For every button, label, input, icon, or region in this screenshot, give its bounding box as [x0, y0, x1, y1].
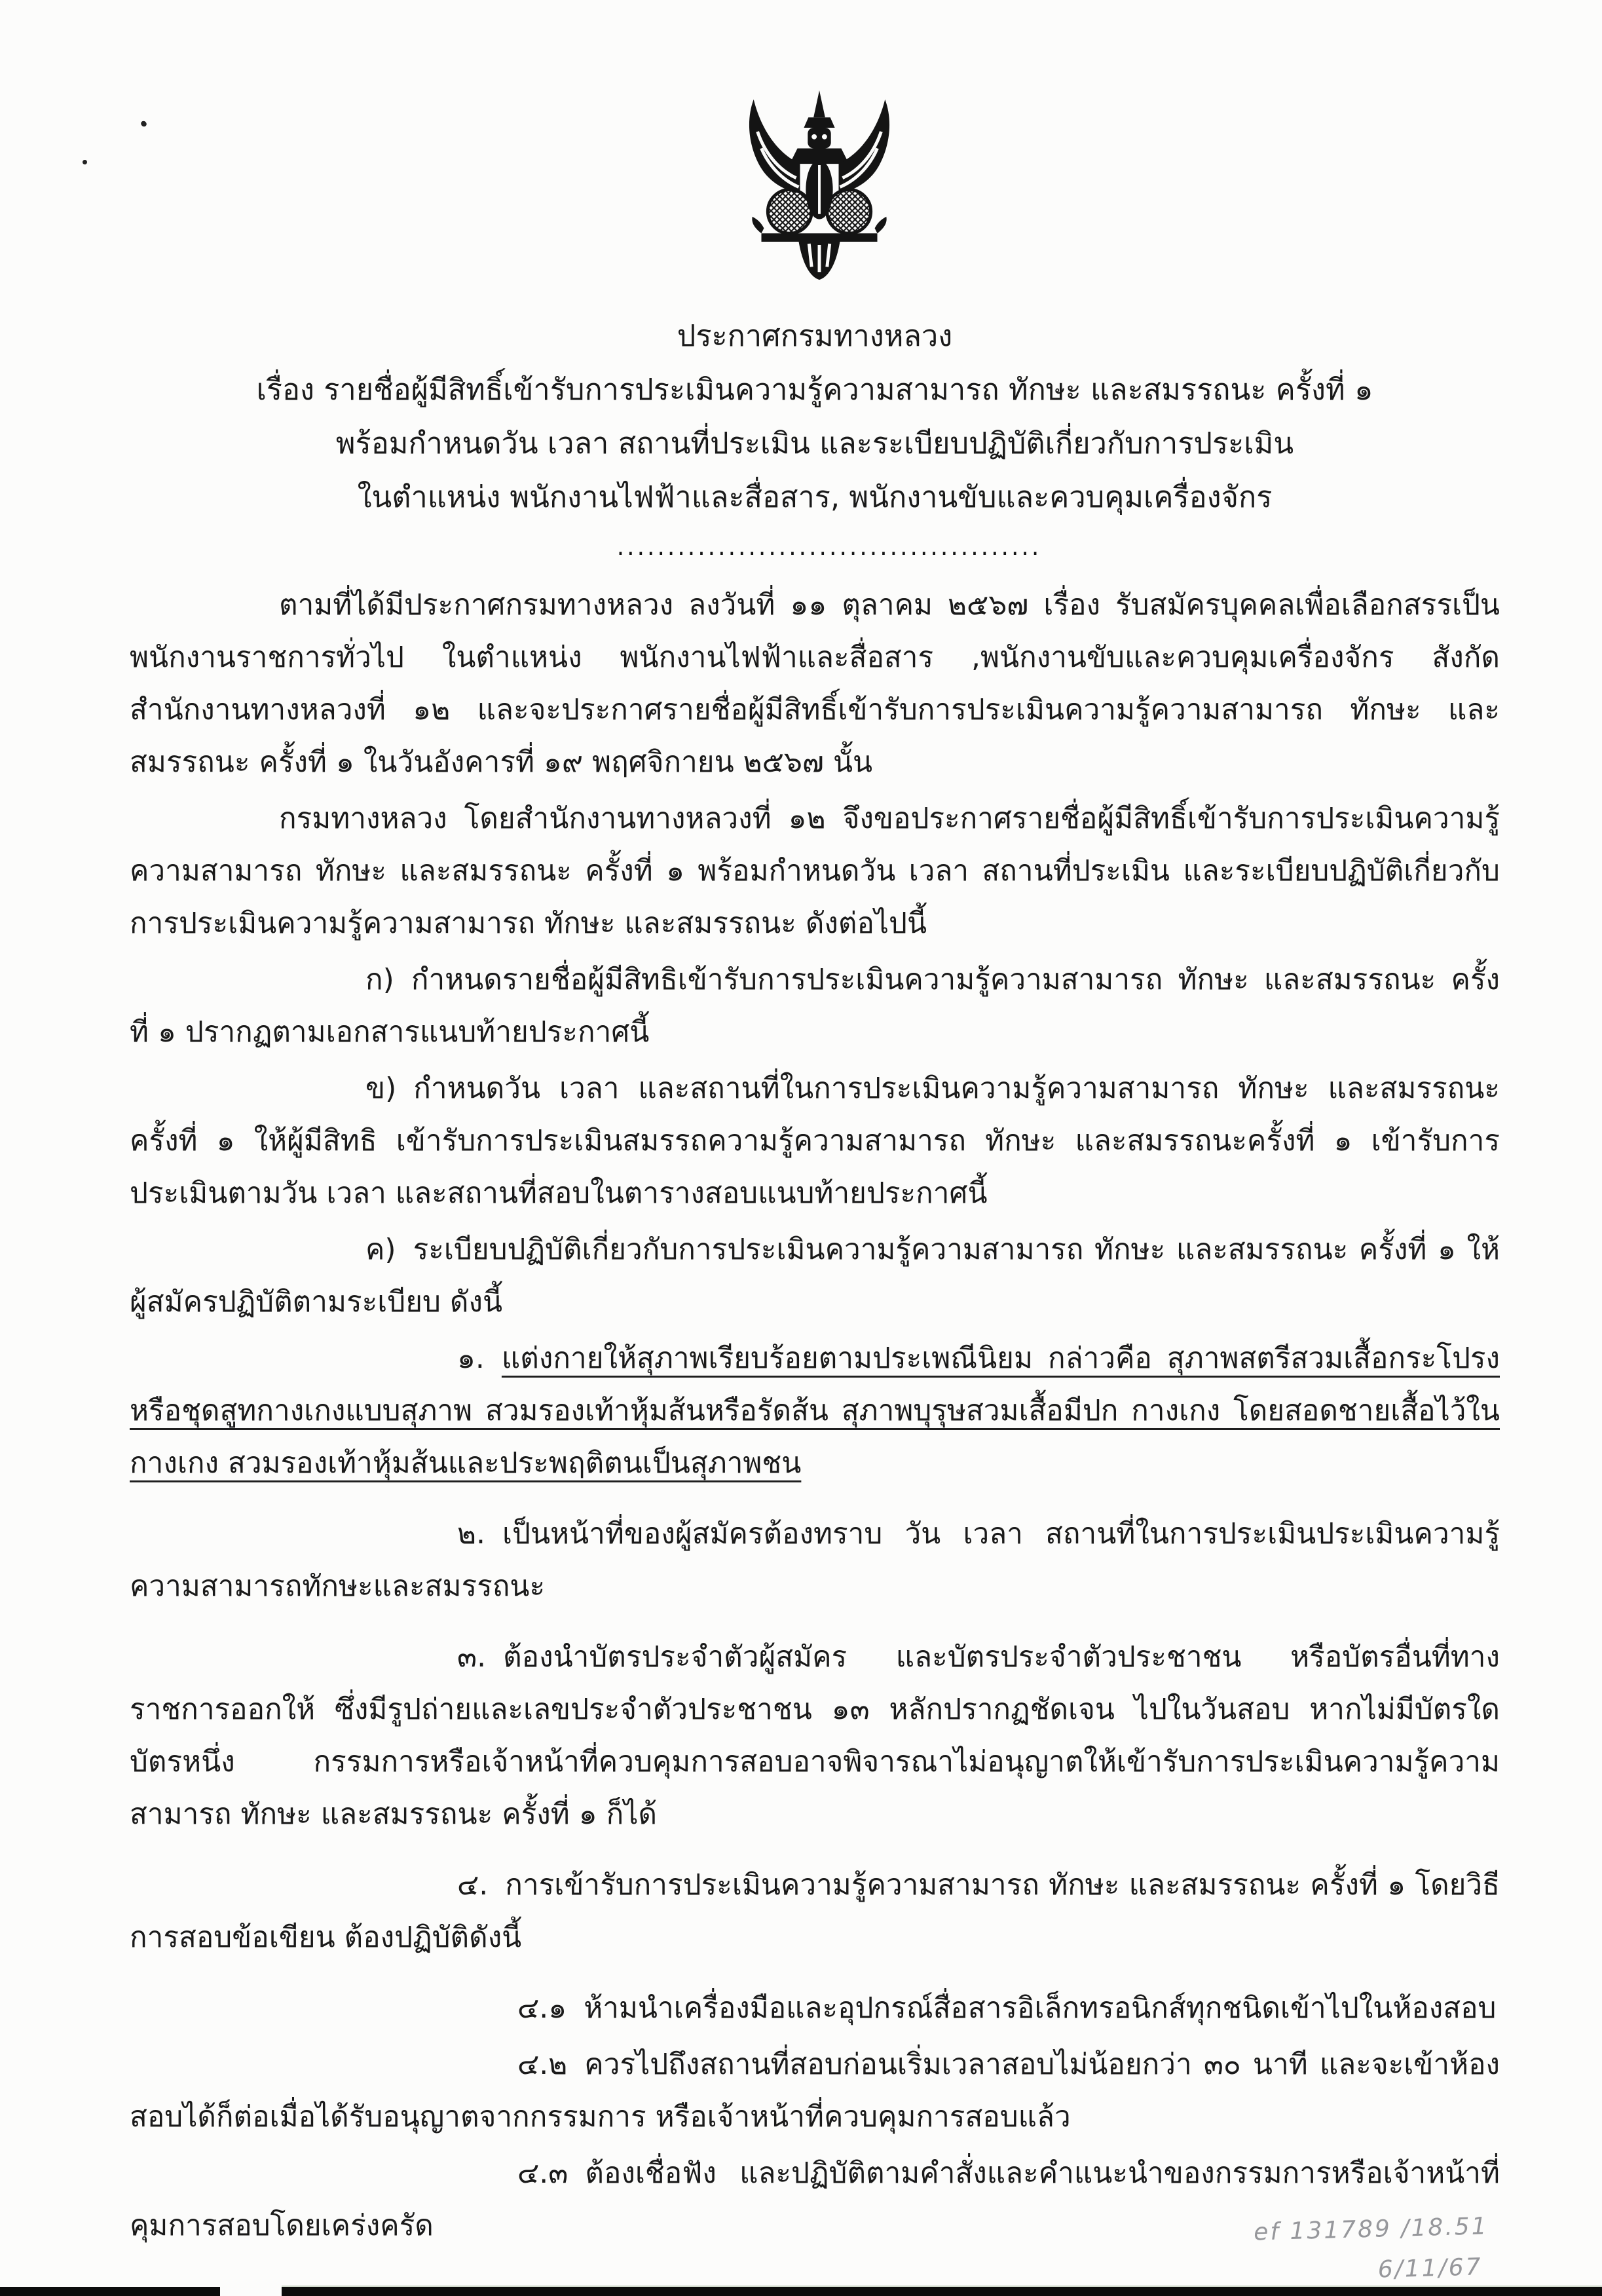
rule-4 [130, 1859, 1500, 1964]
rule-2-text: เป็นหน้าที่ของผู้สมัครต้องทราบ วัน เวลา สถานที่ในการประเมินประเมินความรู้ความสามารถทักษะและสมรรถนะ [130, 1517, 1500, 1603]
rule-4-2-number: ๔.๒ [517, 2048, 568, 2081]
paragraph-intro-2: กรมทางหลวง โดยสำนักงานทางหลวงที่ ๑๒ จึงขอประกาศรายชื่อผู้มีสิทธิ์เข้ารับการประเมินความรู้ความสามารถ ทักษะ และสมรรถนะ ครั้งที่ ๑ พร้อมกำหนดวัน เวลา สถานที่ประเมิน และระเบียบปฏิบัติเกี่ยวกับการประเมินความรู้ความสามารถ ทักษะ และสมรรถนะ ดังต่อไปนี้ [130, 802, 1500, 940]
rule-4-text: การเข้ารับการประเมินความรู้ความสามารถ ทักษะ และสมรรถนะ ครั้งที่ ๑ โดยวิธีการสอบข้อเขียน ต้องปฏิบัติดังนี้ [130, 1868, 1500, 1954]
paragraph-intro-1: ตามที่ได้มีประกาศกรมทางหลวง ลงวันที่ ๑๑ ตุลาคม ๒๕๖๗ เรื่อง รับสมัครบุคคลเพื่อเลือกสรรเป็นพนักงานราชการทั่วไป ในตำแหน่ง พนักงานไฟฟ้าและสื่อสาร ,พนักงานขับและควบคุมเครื่องจักร สังกัดสำนักงานทางหลวงที่ ๑๒ และจะประกาศรายชื่อผู้มีสิทธิ์เข้ารับการประเมินความรู้ความสามารถ ทักษะ และสมรรถนะ ครั้งที่ ๑ ในวันอังคารที่ ๑๙ พฤศจิกายน ๒๕๖๗ นั้น [130, 588, 1500, 779]
rule-3-number: ๓. [457, 1640, 487, 1674]
clause-kh [130, 1063, 1500, 1220]
clause-kh-text: กำหนดวัน เวลา และสถานที่ในการประเมินความรู้ความสามารถ ทักษะ และสมรรถนะ ครั้งที่ ๑ ให้ผู้มีสิทธิ เข้ารับการประเมินสมรรถความรู้ความสามารถ ทักษะ และสมรรถนะครั้งที่ ๑ เข้ารับการประเมินตามวัน เวลา และสถานที่สอบในตารางสอบแนบท้ายประกาศนี้ [130, 1072, 1500, 1210]
clause-k-text: กำหนดรายชื่อผู้มีสิทธิเข้ารับการประเมินความรู้ความสามารถ ทักษะ และสมรรถนะ ครั้งที่ ๑ ปรากฏตามเอกสารแนบท้ายประกาศนี้ [130, 963, 1500, 1049]
clause-kh-number: ข) [365, 1072, 397, 1105]
clause-k-number: ก) [365, 963, 394, 996]
title-subject: เรื่อง รายชื่อผู้มีสิทธิ์เข้ารับการประเมินความรู้ความสามารถ ทักษะ และสมรรถนะ ครั้งที่ ๑ [256, 372, 1373, 407]
rule-4-2 [130, 2039, 1500, 2143]
scan-edge-bar-right [282, 2287, 1602, 2296]
rule-4-1-number: ๔.๑ [517, 1991, 567, 2025]
rule-2 [130, 1508, 1500, 1613]
clause-kho-text: ระเบียบปฏิบัติเกี่ยวกับการประเมินความรู้ความสามารถ ทักษะ และสมรรถนะ ครั้งที่ ๑ ให้ผู้สมัครปฏิบัติตามระเบียบ ดังนี้ [130, 1233, 1500, 1319]
clause-kho-number: ค) [365, 1233, 396, 1266]
scan-edge-bar-left [0, 2287, 220, 2296]
clause-kho [130, 1224, 1500, 1328]
rule-3 [130, 1631, 1500, 1841]
rule-4-3-text: ต้องเชื่อฟัง และปฏิบัติตามคำสั่งและคำแนะนำของกรรมการหรือเจ้าหน้าที่คุมการสอบโดยเคร่งครัด [130, 2156, 1500, 2242]
handwritten-date: 6/11/67 [1377, 2253, 1483, 2284]
rule-4-2-text: ควรไปถึงสถานที่สอบก่อนเริ่มเวลาสอบไม่น้อยกว่า ๓๐ นาที และจะเข้าห้องสอบได้ก็ต่อเมื่อได้รับอนุญาตจากกรรมการ หรือเจ้าหน้าที่ควบคุมการสอบแล้ว [130, 2048, 1500, 2134]
handwritten-reference: ef 131789 /18.51 [1253, 2213, 1489, 2246]
rule-4-3-number: ๔.๓ [517, 2156, 568, 2190]
document-body [130, 0, 1500, 2256]
rule-4-1 [130, 1982, 1500, 2035]
title-schedule: พร้อมกำหนดวัน เวลา สถานที่ประเมิน และระเบียบปฏิบัติเกี่ยวกับการประเมิน [335, 426, 1294, 461]
handwritten-note [1253, 2206, 1530, 2294]
rule-4-number: ๔. [457, 1868, 489, 1902]
rule-4-1-text: ห้ามนำเครื่องมือและอุปกรณ์สื่อสารอิเล็กทรอนิกส์ทุกชนิดเข้าไปในห้องสอบ [584, 1991, 1497, 2025]
rule-1-number: ๑. [457, 1342, 485, 1375]
rule-2-number: ๒. [457, 1517, 485, 1551]
scan-speck [82, 159, 88, 166]
title-agency: ประกาศกรมทางหลวง [677, 318, 953, 353]
dotted-divider: .......................................... [616, 534, 1042, 561]
clause-k [130, 954, 1500, 1059]
title-positions: ในตำแหน่ง พนักงานไฟฟ้าและสื่อสาร, พนักงานขับและควบคุมเครื่องจักร [357, 480, 1273, 514]
title-block [130, 0, 1500, 524]
rule-1-dresscode [130, 1332, 1500, 1490]
rule-1-text-underlined: แต่งกายให้สุภาพเรียบร้อยตามประเพณีนิยม กล่าวคือ สุภาพสตรีสวมเสื้อกระโปรง หรือชุดสูทกางเกงแบบสุภาพ สวมรองเท้าหุ้มส้นหรือรัดส้น สุภาพบุรุษสวมเสื้อมีปก กางเกง โดยสอดชายเสื้อไว้ในกางเกง สวมรองเท้าหุ้มส้นและประพฤติตนเป็นสุภาพชน [130, 1342, 1500, 1480]
rule-3-text: ต้องนำบัตรประจำตัวผู้สมัคร และบัตรประจำตัวประชาชน หรือบัตรอื่นที่ทางราชการออกให้ ซึ่งมีรูปถ่ายและเลขประจำตัวประชาชน ๑๓ หลักปรากฏชัดเจน ไปในวันสอบ หากไม่มีบัตรใดบัตรหนึ่ง กรรมการหรือเจ้าหน้าที่ควบคุมการสอบอาจพิจารณาไม่อนุญาตให้เข้ารับการประเมินความรู้ความสามารถ ทักษะ และสมรรถนะ ครั้งที่ ๑ ก็ได้ [130, 1640, 1500, 1831]
